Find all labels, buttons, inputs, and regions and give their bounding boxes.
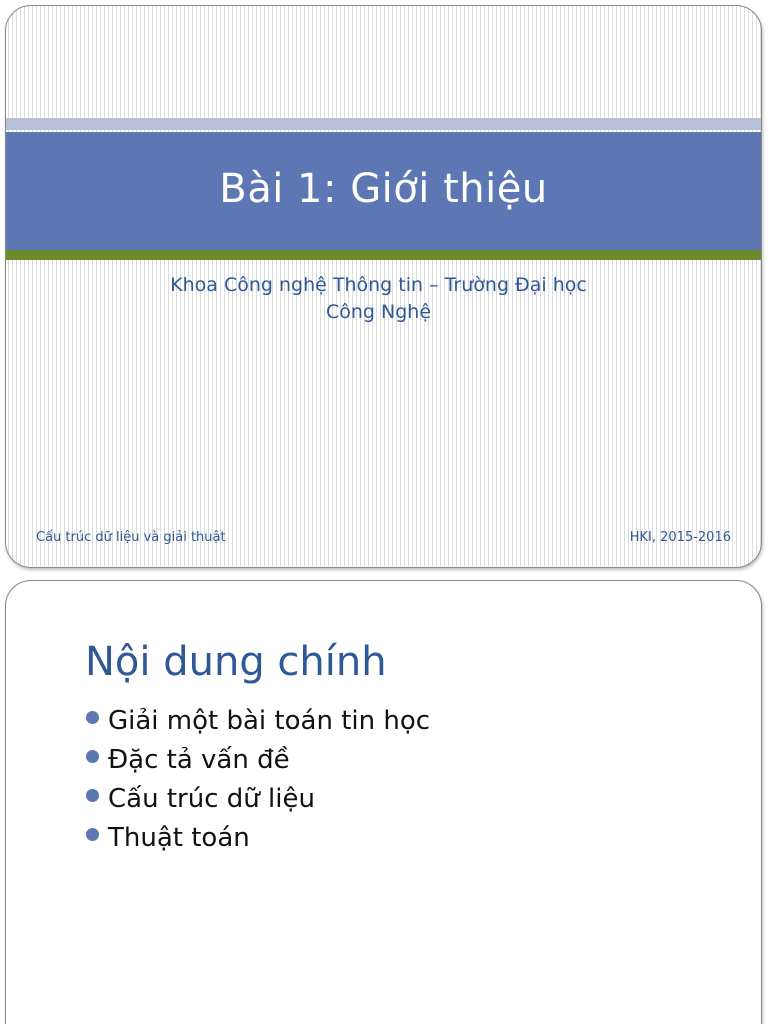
bullet-text: Giải một bài toán tin học: [108, 705, 431, 736]
title-accent-band: [6, 118, 761, 130]
bullet-icon: [86, 828, 99, 841]
bullet-text: Đặc tả vấn đề: [108, 744, 290, 775]
list-item: [86, 701, 430, 740]
list-item: [86, 740, 430, 779]
bullet-text: Cấu trúc dữ liệu: [108, 783, 315, 814]
bullet-icon: [86, 711, 99, 724]
footer-semester: HKI, 2015-2016: [629, 530, 731, 545]
green-accent-band: [6, 250, 761, 260]
bullet-text: Thuật toán: [108, 822, 250, 853]
title-band: [6, 132, 761, 250]
slide-heading: Nội dung chính: [85, 639, 387, 685]
slide-title: Bài 1: Giới thiệu: [219, 166, 548, 212]
slide-subtitle: [126, 272, 631, 326]
bullet-icon: [86, 789, 99, 802]
title-slide[interactable]: [5, 5, 762, 568]
bullet-icon: [86, 750, 99, 763]
list-item: [86, 818, 430, 857]
subtitle-line-2: Công Nghệ: [325, 301, 432, 323]
list-item: [86, 779, 430, 818]
content-slide[interactable]: [5, 580, 762, 1024]
footer-course-name: Cấu trúc dữ liệu và giải thuật: [36, 530, 226, 545]
bullet-list: [86, 701, 430, 857]
subtitle-line-1: Khoa Công nghệ Thông tin – Trường Đại học: [170, 274, 587, 296]
